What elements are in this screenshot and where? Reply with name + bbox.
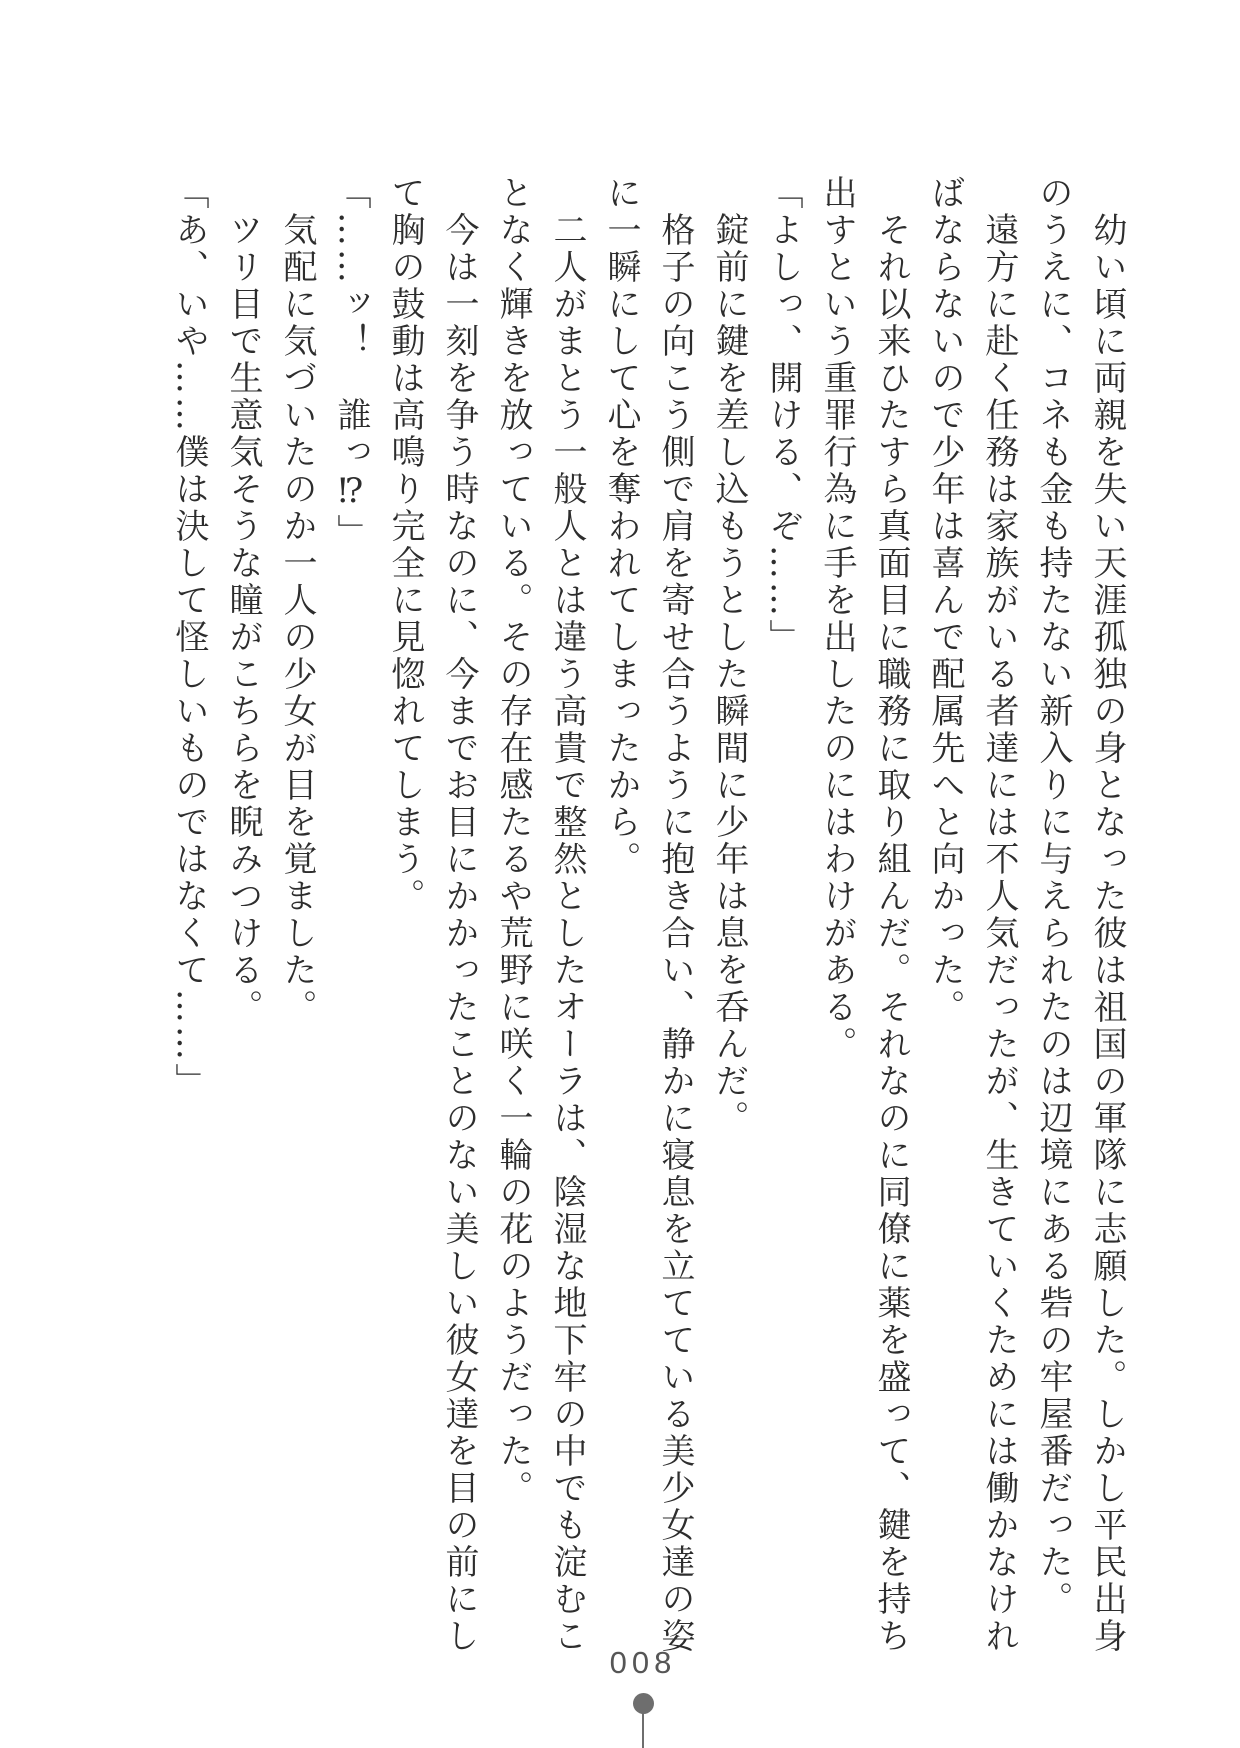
- text-line: に一瞬にして心を奪われてしまったから。: [601, 175, 641, 878]
- text-line: 錠前に鍵を差し込もうとした瞬間に少年は息を呑んだ。: [709, 175, 749, 1137]
- text-line: 幼い頃に両親を失い天涯孤独の身となった彼は祖国の軍隊に志願した。しかし平民出身: [1087, 175, 1127, 1655]
- text-line: それ以来ひたすら真面目に職務に取り組んだ。それなのに同僚に薬を盛って、鍵を持ち: [871, 175, 911, 1655]
- body-text: [162, 175, 1134, 1667]
- text-line-dialogue: 「……ッ！ 誰っ⁉」: [331, 175, 371, 551]
- text-line: 今は一刻を争う時なのに、今までお目にかかったことのない美しい彼女達を目の前にし: [439, 175, 479, 1655]
- text-line: 気配に気づいたのか一人の少女が目を覚ました。: [277, 175, 317, 1026]
- text-line: 出すという重罪行為に手を出したのにはわけがある。: [817, 175, 857, 1063]
- text-line: 遠方に赴く任務は家族がいる者達には不人気だったが、生きていくためには働かなけれ: [979, 175, 1019, 1655]
- text-line: のうえに、コネも金も持たない新入りに与えられたのは辺境にある砦の牢屋番だった。: [1033, 175, 1073, 1618]
- text-line-dialogue: 「よしっ、開ける、ぞ……」: [763, 175, 803, 656]
- text-line: て胸の鼓動は高鳴り完全に見惚れてしまう。: [385, 175, 425, 915]
- text-line: 格子の向こう側で肩を寄せ合うように抱き合い、静かに寝息を立てている美少女達の姿: [655, 175, 695, 1655]
- text-line: ばならないので少年は喜んで配属先へと向かった。: [925, 175, 965, 1026]
- text-line-dialogue: 「あ、いや……僕は決して怪しいものではなくて……」: [169, 175, 209, 1100]
- text-line: ツリ目で生意気そうな瞳がこちらを睨みつける。: [223, 175, 263, 1026]
- text-line: となく輝きを放っている。その存在感たるや荒野に咲く一輪の花のようだった。: [493, 175, 533, 1507]
- footer-ornament-line: [642, 1703, 644, 1748]
- text-line: 二人がまとう一般人とは違う高貴で整然としたオーラは、陰湿な地下牢の中でも淀むこ: [547, 175, 587, 1655]
- page-number: 008: [609, 1645, 677, 1680]
